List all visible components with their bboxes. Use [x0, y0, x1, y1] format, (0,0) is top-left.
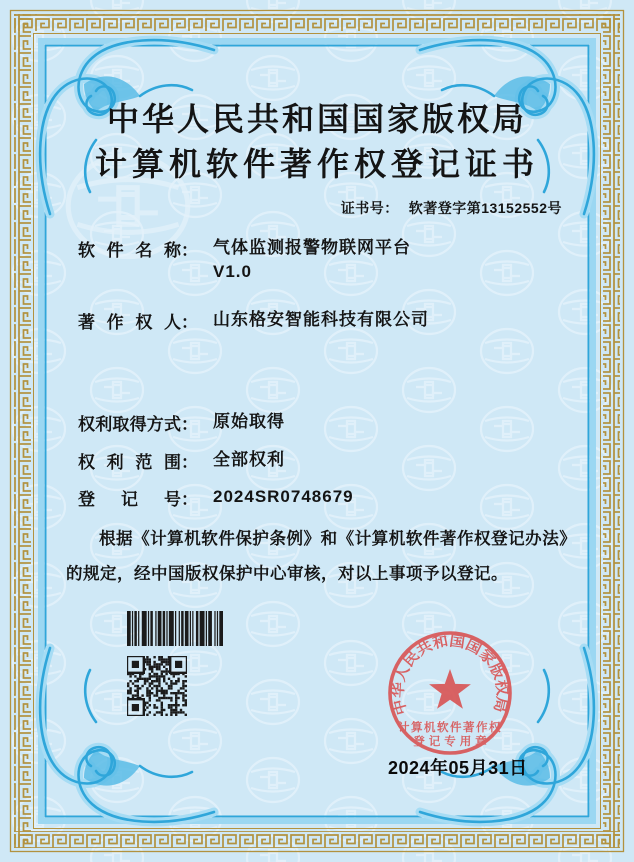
official-seal [386, 629, 514, 757]
field-software-name [78, 236, 411, 284]
barcode [127, 611, 223, 646]
field-copyright-owner [78, 308, 429, 333]
software-name: 气体监测报警物联网平台 [213, 238, 411, 257]
field-value [213, 236, 411, 284]
seal-line1: 计算机软件著作权 [398, 722, 502, 734]
field-rights-scope [78, 448, 285, 473]
certificate-number-label: 证书号： [340, 200, 399, 216]
field-colon: ： [181, 453, 198, 472]
field-colon: ： [181, 313, 198, 332]
certificate-number-row [341, 198, 562, 218]
registration-date: 2024年05月31日 [388, 758, 528, 778]
certificate-number-value: 软著登字第13152552号 [408, 200, 562, 216]
field-colon: ： [181, 490, 198, 509]
field-label: 软件名称 [78, 241, 181, 260]
qr-code [127, 656, 187, 716]
software-version: V1.0 [213, 262, 252, 281]
seal-ring-text: 中华人民共和国国家版权局 [390, 633, 510, 717]
registration-number: 2024SR0748679 [213, 487, 354, 506]
copyright-owner: 山东格安智能科技有限公司 [213, 310, 429, 329]
field-label: 著作权人 [78, 313, 181, 332]
field-label: 登记号 [78, 490, 181, 509]
certificate-title: 计算机软件著作权登记证书 [94, 146, 539, 182]
acquisition-method: 原始取得 [213, 412, 285, 431]
seal-star-icon [429, 669, 471, 709]
field-acquisition-method [78, 410, 285, 435]
field-registration-number [78, 485, 354, 510]
seal-line2: 登记专用章 [413, 736, 491, 748]
field-label: 权利取得方式 [78, 415, 181, 434]
rights-scope: 全部权利 [213, 450, 285, 469]
field-colon: ： [181, 241, 198, 260]
registration-statement: 根据《计算机软件保护条例》和《计算机软件著作权登记办法》的规定，经中国版权保护中心审核，对以上事项予以登记。 [66, 530, 568, 583]
field-label: 权利范围 [78, 453, 181, 472]
authority-title: 中华人民共和国国家版权局 [106, 101, 527, 137]
field-colon: ： [181, 415, 198, 434]
